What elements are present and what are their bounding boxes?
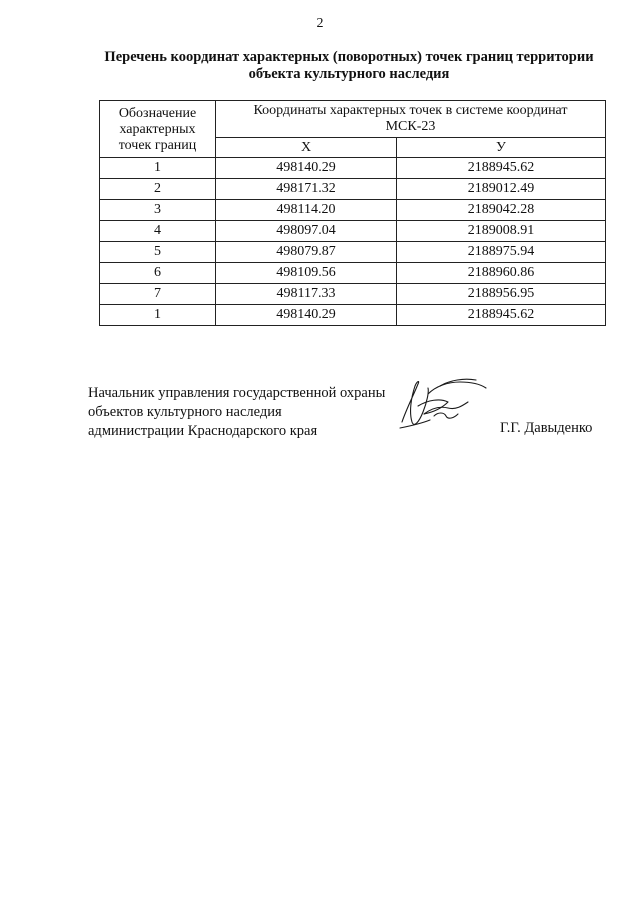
coordinate-system-header-line-1: Координаты характерных точек в системе координат [253, 103, 568, 118]
point-number-cell: 4 [100, 221, 216, 242]
table-row [100, 284, 606, 305]
x-coordinate-cell: 498079.87 [216, 242, 397, 263]
table-row [100, 221, 606, 242]
point-number-cell: 2 [100, 179, 216, 200]
x-coordinate-cell: 498140.29 [216, 305, 397, 326]
coordinates-table [99, 100, 606, 326]
y-coordinate-cell: 2188975.94 [397, 242, 606, 263]
x-coordinate-cell: 498171.32 [216, 179, 397, 200]
document-title-line-2: объекта культурного наследия [248, 66, 450, 82]
point-number-cell: 1 [100, 305, 216, 326]
table-row [100, 158, 606, 179]
y-coordinate-cell: 2188945.62 [397, 158, 606, 179]
signatory-name: Г.Г. Давыденко [500, 420, 593, 436]
x-coordinate-cell: 498109.56 [216, 263, 397, 284]
x-coordinate-cell: 498117.33 [216, 284, 397, 305]
point-number-cell: 6 [100, 263, 216, 284]
point-number-cell: 5 [100, 242, 216, 263]
table-row [100, 200, 606, 221]
signatory-position-line-3: администрации Краснодарского края [88, 423, 318, 439]
table-row [100, 179, 606, 200]
document-title-line-1: Перечень координат характерных (поворотных) точек границ территории [104, 49, 594, 65]
point-designation-header [100, 101, 216, 158]
coordinates-table-body [100, 158, 606, 326]
y-coordinate-cell: 2189012.49 [397, 179, 606, 200]
point-number-cell: 7 [100, 284, 216, 305]
coordinates-table-header [100, 101, 606, 158]
x-column-header: X [216, 138, 397, 158]
y-coordinate-cell: 2189008.91 [397, 221, 606, 242]
x-coordinate-cell: 498097.04 [216, 221, 397, 242]
point-designation-header-line-2: характерных [119, 122, 196, 137]
signatory-position [88, 384, 385, 441]
document-title [80, 49, 618, 83]
signatory-position-line-1: Начальник управления государственной охраны [88, 385, 386, 401]
signatory-position-line-2: объектов культурного наследия [88, 404, 282, 420]
y-coordinate-cell: 2188945.62 [397, 305, 606, 326]
table-row [100, 305, 606, 326]
y-coordinate-cell: 2189042.28 [397, 200, 606, 221]
y-coordinate-cell: 2188960.86 [397, 263, 606, 284]
x-coordinate-cell: 498140.29 [216, 158, 397, 179]
point-number-cell: 3 [100, 200, 216, 221]
point-designation-header-line-1: Обозначение [118, 106, 197, 121]
point-number-cell: 1 [100, 158, 216, 179]
page-number: 2 [316, 16, 324, 31]
point-designation-header-line-3: точек границ [118, 138, 197, 153]
y-column-header: У [397, 138, 606, 158]
table-row [100, 263, 606, 284]
coordinate-system-header-line-2: МСК-23 [385, 119, 436, 134]
table-row [100, 242, 606, 263]
coordinate-system-header [216, 101, 606, 138]
x-coordinate-cell: 498114.20 [216, 200, 397, 221]
handwritten-signature-icon [388, 372, 492, 436]
y-coordinate-cell: 2188956.95 [397, 284, 606, 305]
